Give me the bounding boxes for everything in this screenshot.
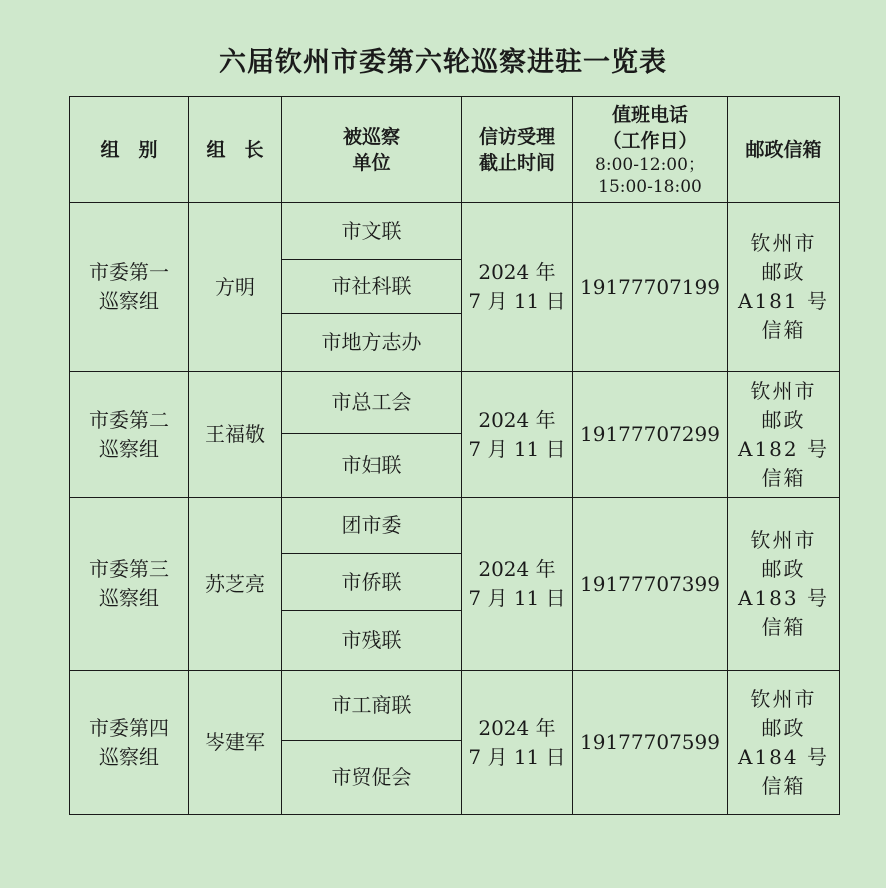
table-row (70, 372, 840, 434)
inspected-unit: 团市委 (282, 498, 462, 554)
page-title: 六届钦州市委第六轮巡察进驻一览表 (219, 47, 667, 78)
group-leader: 苏芝亮 (189, 498, 282, 671)
group-name: 市委第三 巡察组 (70, 498, 189, 671)
header-mailbox: 邮政信箱 (728, 97, 840, 203)
group-leader: 方明 (189, 203, 282, 372)
inspected-unit: 市总工会 (282, 372, 462, 434)
inspected-unit: 市妇联 (282, 434, 462, 498)
group-name: 市委第二 巡察组 (70, 372, 189, 498)
deadline: 2024 年 7 月 11 日 (462, 671, 573, 815)
mailbox: 钦州市 邮政 A183 号 信箱 (728, 498, 840, 671)
duty-phone: 19177707199 (573, 203, 728, 372)
table-row (70, 203, 840, 260)
deadline: 2024 年 7 月 11 日 (462, 498, 573, 671)
inspected-unit: 市社科联 (282, 260, 462, 314)
inspected-unit: 市残联 (282, 611, 462, 671)
inspected-unit: 市贸促会 (282, 741, 462, 815)
group-leader: 岑建军 (189, 671, 282, 815)
header-group: 组 别 (70, 97, 189, 203)
table-row (70, 671, 840, 741)
duty-phone: 19177707399 (573, 498, 728, 671)
header-unit: 被巡察 单位 (282, 97, 462, 203)
header-leader: 组 长 (189, 97, 282, 203)
header-phone: 值班电话 （工作日） 8:00-12:00； 15:00-18:00 (573, 97, 728, 203)
inspected-unit: 市侨联 (282, 554, 462, 611)
mailbox: 钦州市 邮政 A184 号 信箱 (728, 671, 840, 815)
header-deadline: 信访受理 截止时间 (462, 97, 573, 203)
deadline: 2024 年 7 月 11 日 (462, 372, 573, 498)
mailbox: 钦州市 邮政 A182 号 信箱 (728, 372, 840, 498)
deadline: 2024 年 7 月 11 日 (462, 203, 573, 372)
group-name: 市委第一 巡察组 (70, 203, 189, 372)
group-leader: 王福敬 (189, 372, 282, 498)
group-name: 市委第四 巡察组 (70, 671, 189, 815)
inspected-unit: 市工商联 (282, 671, 462, 741)
duty-phone: 19177707299 (573, 372, 728, 498)
duty-phone: 19177707599 (573, 671, 728, 815)
inspected-unit: 市文联 (282, 203, 462, 260)
table-row (70, 498, 840, 554)
mailbox: 钦州市 邮政 A181 号 信箱 (728, 203, 840, 372)
inspection-table (69, 96, 840, 815)
header-row (70, 97, 840, 203)
inspected-unit: 市地方志办 (282, 314, 462, 372)
